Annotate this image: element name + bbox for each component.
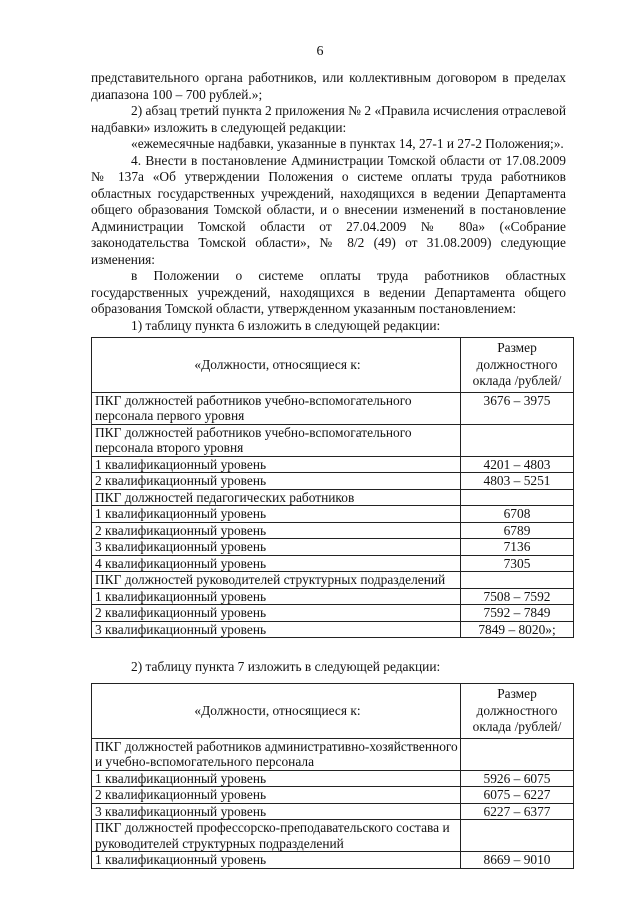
table-row bbox=[92, 738, 574, 770]
paragraph-quote-allowances: «ежемесячные надбавки, указанные в пунктах 14, 27-1 и 27-2 Положения;». bbox=[131, 136, 564, 151]
cell-position: 3 квалификационный уровень bbox=[92, 803, 461, 820]
cell-salary: 6075 – 6227 bbox=[461, 787, 574, 804]
cell-position: 4 квалификационный уровень bbox=[92, 555, 461, 572]
table-row bbox=[92, 621, 574, 638]
cell-position: 1 квалификационный уровень bbox=[92, 506, 461, 523]
paragraph-continuation: представительного органа работников, или коллективным договором в пределах диапазона 100 – 700 рублей.»; bbox=[91, 70, 566, 102]
cell-salary: 7136 bbox=[461, 539, 574, 556]
cell-position: 1 квалификационный уровень bbox=[92, 456, 461, 473]
table-header-row bbox=[92, 338, 574, 393]
cell-salary: 8669 – 9010 bbox=[461, 852, 574, 869]
paragraph-item-4: 4. Внести в постановление Администрации Томской области от 17.08.2009 № 137а «Об утверждении Положения о системе оплаты труда работников областных государственных учреждений, находящихся в ведении Департамента общего образования Томской области, и о внесении изменений в постановление Администрации Томской области от 27.04.2009 № 80а» («Собрание законодательства Томской области», № 8/2 (49) от 31.08.2009) следующие изменения: bbox=[91, 152, 566, 267]
salary-table-2 bbox=[91, 683, 574, 869]
header-salary: Размер должностного оклада /рублей/ bbox=[461, 338, 574, 393]
paragraph-amendment-2: 2) абзац третий пункта 2 приложения № 2 «Правила исчисления отраслевой надбавки» изложить в следующей редакции: bbox=[91, 103, 566, 135]
cell-position: 3 квалификационный уровень bbox=[92, 621, 461, 638]
cell-position: 3 квалификационный уровень bbox=[92, 539, 461, 556]
cell-salary: 7305 bbox=[461, 555, 574, 572]
cell-position: ПКГ должностей педагогических работников bbox=[92, 489, 461, 506]
table-body bbox=[92, 392, 574, 638]
table-row bbox=[92, 787, 574, 804]
cell-salary bbox=[461, 572, 574, 589]
cell-salary: 4803 – 5251 bbox=[461, 473, 574, 490]
paragraph-table1-caption: 1) таблицу пункта 6 изложить в следующей редакции: bbox=[131, 317, 441, 333]
cell-salary bbox=[461, 738, 574, 770]
header-salary: Размер должностного оклада /рублей/ bbox=[461, 684, 574, 739]
cell-salary: 4201 – 4803 bbox=[461, 456, 574, 473]
paragraph-regulation-intro: в Положении о системе оплаты труда работников областных государственных учреждений, находящихся в ведении Департамента общего образования Томской области, утвержденном указанным постановлением: bbox=[91, 268, 566, 316]
cell-position: ПКГ должностей работников административно-хозяйственного и учебно-вспомогательного персонала bbox=[92, 738, 461, 770]
table-row bbox=[92, 770, 574, 787]
page-number: 6 bbox=[316, 44, 324, 59]
table-header-row bbox=[92, 684, 574, 739]
cell-position: 1 квалификационный уровень bbox=[92, 852, 461, 869]
cell-position: ПКГ должностей профессорско-преподавательского состава и руководителей структурных подразделений bbox=[92, 820, 461, 852]
cell-salary bbox=[461, 820, 574, 852]
cell-salary: 7592 – 7849 bbox=[461, 605, 574, 622]
cell-salary bbox=[461, 489, 574, 506]
table-row bbox=[92, 803, 574, 820]
body-text-top bbox=[91, 70, 566, 334]
header-position: «Должности, относящиеся к: bbox=[92, 338, 461, 393]
table-row bbox=[92, 473, 574, 490]
table-row bbox=[92, 522, 574, 539]
cell-position: 2 квалификационный уровень bbox=[92, 473, 461, 490]
cell-position: 2 квалификационный уровень bbox=[92, 787, 461, 804]
salary-table-1 bbox=[91, 337, 574, 638]
cell-salary: 6227 – 6377 bbox=[461, 803, 574, 820]
table-row bbox=[92, 572, 574, 589]
table-row bbox=[92, 820, 574, 852]
header-position: «Должности, относящиеся к: bbox=[92, 684, 461, 739]
cell-salary: 3676 – 3975 bbox=[461, 392, 574, 424]
cell-position: 2 квалификационный уровень bbox=[92, 522, 461, 539]
cell-salary: 7849 – 8020»; bbox=[461, 621, 574, 638]
table-row bbox=[92, 392, 574, 424]
paragraph-table2-caption: 2) таблицу пункта 7 изложить в следующей редакции: bbox=[131, 659, 441, 674]
table-row bbox=[92, 588, 574, 605]
table-row bbox=[92, 456, 574, 473]
table-row bbox=[92, 424, 574, 456]
table-row bbox=[92, 506, 574, 523]
cell-salary bbox=[461, 424, 574, 456]
table-row bbox=[92, 605, 574, 622]
table-row bbox=[92, 539, 574, 556]
table-body bbox=[92, 738, 574, 868]
cell-salary: 6789 bbox=[461, 522, 574, 539]
cell-salary: 5926 – 6075 bbox=[461, 770, 574, 787]
cell-position: 2 квалификационный уровень bbox=[92, 605, 461, 622]
table-row bbox=[92, 852, 574, 869]
cell-salary: 7508 – 7592 bbox=[461, 588, 574, 605]
cell-salary: 6708 bbox=[461, 506, 574, 523]
cell-position: 1 квалификационный уровень bbox=[92, 588, 461, 605]
table-row bbox=[92, 555, 574, 572]
cell-position: ПКГ должностей работников учебно-вспомогательного персонала второго уровня bbox=[92, 424, 461, 456]
cell-position: ПКГ должностей руководителей структурных подразделений bbox=[92, 572, 461, 589]
table-row bbox=[92, 489, 574, 506]
cell-position: ПКГ должностей работников учебно-вспомогательного персонала первого уровня bbox=[92, 392, 461, 424]
cell-position: 1 квалификационный уровень bbox=[92, 770, 461, 787]
